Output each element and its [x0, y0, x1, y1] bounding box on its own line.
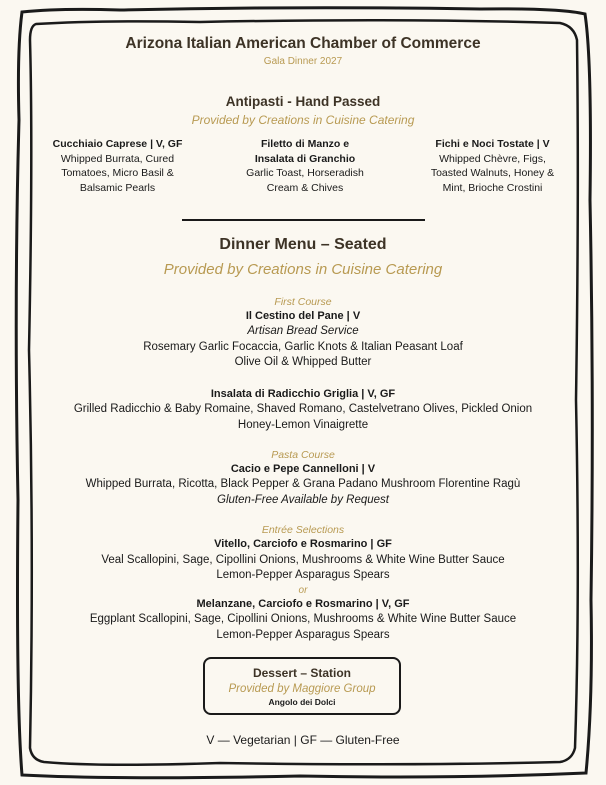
dinner-heading: Dinner Menu – Seated	[219, 236, 387, 253]
menu-item-name: Cacio e Pepe Cannelloni | V	[230, 463, 376, 475]
menu-item-name: Insalata di Radicchio Griglia | V, GF	[210, 388, 396, 400]
menu-item-name: Vitello, Carciofo e Rosmarino | GF	[214, 538, 392, 550]
event-organizer-title: Arizona Italian American Chamber of Commerce	[125, 35, 481, 52]
antipasti-item-name: Cucchiaio Caprese | V, GF	[52, 138, 183, 150]
menu-item-description: Grilled Radicchio & Baby Romaine, Shaved Romano, Castelvetrano Olives, Pickled Onion	[73, 403, 533, 415]
menu-item-description: Whipped Burrata, Ricotta, Black Pepper & Grana Padano Mushroom Florentine Ragù	[85, 478, 521, 490]
menu-item-description: Eggplant Scallopini, Sage, Cipollini Onions, Mushrooms & White Wine Butter Sauce	[89, 613, 517, 625]
dessert-subtitle: Angolo dei Dolci	[268, 697, 336, 707]
antipasti-item	[218, 137, 393, 195]
menu-item-description: Olive Oil & Whipped Butter	[234, 356, 372, 368]
pasta-course-label: Pasta Course	[271, 449, 335, 461]
antipasti-item-name: Fichi e Noci Tostate | V	[435, 138, 550, 150]
antipasti-item-line: Tomatoes, Micro Basil &	[61, 167, 174, 179]
antipasti-item-line: Mint, Brioche Crostini	[442, 181, 543, 194]
dinner-provider: Provided by Creations in Cuisine Catering	[163, 261, 443, 278]
antipasti-columns	[30, 137, 580, 195]
menu-item-description: Rosemary Garlic Focaccia, Garlic Knots & Italian Peasant Loaf	[143, 341, 463, 353]
antipasti-item-line: Garlic Toast, Horseradish	[246, 167, 364, 179]
section-divider	[182, 219, 425, 221]
antipasti-item-line: Cream & Chives	[266, 181, 344, 194]
dessert-heading: Dessert – Station	[252, 666, 352, 680]
menu-item-name: Il Cestino del Pane | V	[245, 310, 361, 322]
event-subtitle: Gala Dinner 2027	[263, 56, 343, 67]
antipasti-item-line: Toasted Walnuts, Honey &	[430, 167, 555, 179]
antipasti-heading: Antipasti - Hand Passed	[225, 94, 381, 109]
menu-item-subtitle: Artisan Bread Service	[247, 325, 359, 337]
menu-item-description: Lemon-Pepper Asparagus Spears	[216, 629, 390, 641]
dessert-box	[203, 657, 401, 715]
antipasti-item	[30, 137, 205, 195]
first-course-label: First Course	[274, 296, 332, 308]
antipasti-item-name: Filetto di Manzo e	[260, 138, 350, 150]
menu-item-description: Veal Scallopini, Sage, Cipollini Onions, Mushrooms & White Wine Butter Sauce	[101, 554, 505, 566]
entree-label: Entrée Selections	[261, 524, 345, 536]
menu-item-description: Lemon-Pepper Asparagus Spears	[216, 569, 390, 581]
antipasti-item-line: Balsamic Pearls	[79, 181, 156, 194]
antipasti-item-name-cont: Insalata di Granchio	[254, 152, 356, 165]
entree-or-separator: or	[298, 585, 308, 596]
dietary-legend: V — Vegetarian | GF — Gluten-Free	[206, 733, 400, 747]
dessert-provider: Provided by Maggiore Group	[228, 683, 376, 695]
menu-item-note: Gluten-Free Available by Request	[217, 494, 389, 506]
menu-item-name: Melanzane, Carciofo e Rosmarino | V, GF	[196, 598, 410, 610]
antipasti-item	[405, 137, 580, 195]
antipasti-item-line: Whipped Burrata, Cured	[60, 152, 175, 165]
menu-item-description: Honey-Lemon Vinaigrette	[237, 419, 369, 431]
antipasti-provider: Provided by Creations in Cuisine Catering	[191, 113, 415, 127]
antipasti-item-line: Whipped Chèvre, Figs,	[439, 152, 546, 165]
